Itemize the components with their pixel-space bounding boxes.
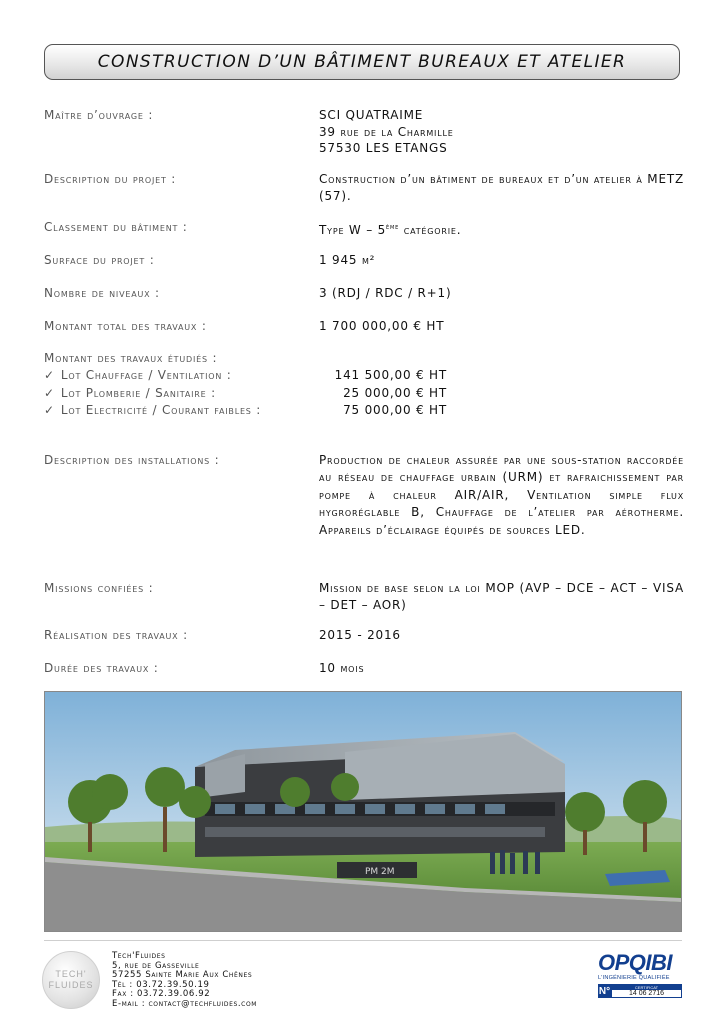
company-email: E-mail : contact@techfluides.com bbox=[112, 998, 258, 1009]
field-value bbox=[319, 219, 684, 239]
company-fax: Fax : 03.72.39.06.92 bbox=[112, 989, 211, 1000]
field-label: Surface du projet : bbox=[44, 253, 155, 267]
field-value: Production de chaleur assurée par une sous-station raccordée au réseau de chauffage urbain (URM) et rafraichissement par pompe à chaleur AIR/AIR, Ventilation simple flux hygroréglable B, Chauffage de l’atelier par aérotherme. Appareils d’éclairage équipés de sources LED. bbox=[319, 453, 684, 537]
field-label: Description du projet : bbox=[44, 172, 177, 186]
lot-label-wrap bbox=[44, 402, 261, 419]
lot-amount: 141 500,00 € HT bbox=[334, 368, 447, 382]
footer-divider bbox=[44, 940, 682, 941]
certificate-detail bbox=[611, 984, 682, 998]
lot-label-wrap bbox=[44, 385, 216, 402]
lot-row bbox=[44, 402, 684, 420]
lot-label: Lot Electricité / Courant faibles : bbox=[60, 403, 262, 417]
owner-street: 39 rue de la Charmille bbox=[319, 124, 454, 139]
owner-name: SCI QUATRAIME bbox=[319, 108, 424, 122]
company-name: Tech'Fluides bbox=[112, 951, 166, 961]
field-label: Maître d’ouvrage : bbox=[44, 108, 154, 122]
checkmark-icon: ✓ bbox=[44, 385, 55, 400]
company-street: 5, rue de Gasseville bbox=[112, 960, 200, 971]
logo-text-line2: FLUIDES bbox=[48, 980, 94, 990]
building-rendering-image bbox=[44, 691, 682, 932]
lot-row bbox=[44, 367, 684, 385]
opqibi-logo: OPQIBI bbox=[598, 950, 673, 975]
certificate-box bbox=[598, 984, 682, 998]
field-value bbox=[319, 107, 684, 157]
field-label: Montant des travaux étudiés : bbox=[44, 351, 218, 365]
lot-label-wrap bbox=[44, 367, 232, 384]
field-value: 10 mois bbox=[319, 661, 365, 675]
lot-amount: 25 000,00 € HT bbox=[343, 385, 447, 400]
field-value: 2015 - 2016 bbox=[319, 628, 401, 642]
certificate-n: N° bbox=[598, 985, 611, 997]
field-value: 3 (RDJ / RDC / R+1) bbox=[319, 286, 452, 300]
techfluides-logo bbox=[42, 951, 100, 1009]
company-city: 57255 Sainte Marie Aux Chênes bbox=[112, 970, 253, 981]
lot-row bbox=[44, 385, 684, 403]
lot-label: Lot Plomberie / Sanitaire : bbox=[60, 385, 216, 400]
field-label: Missions confiées : bbox=[44, 581, 154, 595]
field-value: 1 945 m² bbox=[319, 253, 376, 267]
checkmark-icon: ✓ bbox=[44, 403, 55, 417]
field-label: Réalisation des travaux : bbox=[44, 628, 188, 642]
opqibi-subtitle: L'INGÉNIERIE QUALIFIÉE bbox=[598, 975, 670, 981]
classement-sup: ème bbox=[386, 223, 400, 231]
certificate-label: CERTIFICAT bbox=[612, 985, 681, 990]
field-label: Classement du bâtiment : bbox=[44, 220, 188, 234]
sign-text: PM 2M bbox=[365, 867, 395, 877]
lot-amount: 75 000,00 € HT bbox=[343, 403, 447, 417]
company-address bbox=[112, 952, 257, 1010]
classement-prefix: Type W – 5 bbox=[319, 223, 387, 237]
owner-city: 57530 LES ETANGS bbox=[319, 141, 448, 155]
company-tel: Tél : 03.72.39.50.19 bbox=[112, 979, 210, 990]
checkmark-icon: ✓ bbox=[44, 368, 55, 382]
page-title: CONSTRUCTION D’UN BÂTIMENT BUREAUX ET ATELIER bbox=[97, 52, 627, 72]
field-label: Montant total des travaux : bbox=[44, 319, 207, 333]
certificate-number: 14 06 2716 bbox=[628, 990, 665, 997]
field-value: 1 700 000,00 € HT bbox=[319, 319, 445, 333]
field-label: Nombre de niveaux : bbox=[44, 286, 160, 300]
field-value: Mission de base selon la loi MOP (AVP – DCE – ACT – VISA – DET – AOR) bbox=[319, 581, 684, 612]
logo-text-line1: TECH' bbox=[55, 969, 87, 979]
field-montant-etudies bbox=[44, 350, 684, 420]
page-title-box bbox=[44, 44, 680, 80]
lot-label: Lot Chauffage / Ventilation : bbox=[60, 368, 232, 382]
field-label: Description des installations : bbox=[44, 453, 220, 467]
field-label: Durée des travaux : bbox=[44, 661, 159, 675]
field-value: Construction d’un bâtiment de bureaux et d’un atelier à METZ (57). bbox=[319, 172, 684, 203]
opqibi-certification bbox=[598, 952, 682, 998]
classement-suffix: catégorie. bbox=[399, 223, 462, 237]
